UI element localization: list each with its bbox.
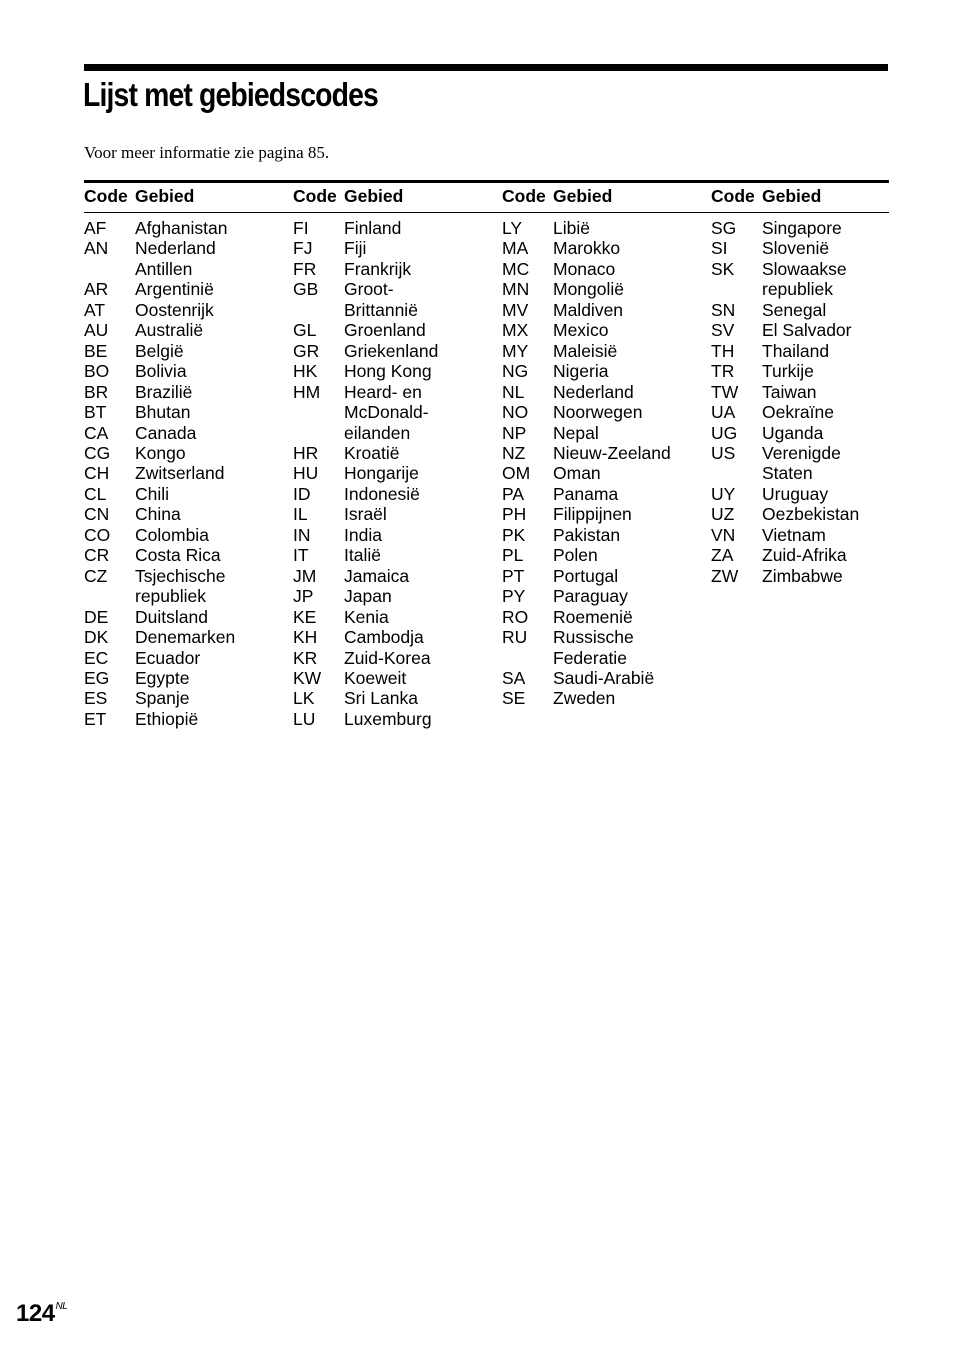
region-row: [84, 279, 284, 299]
header-region: Gebied: [553, 186, 613, 206]
region-name: Ecuador: [135, 647, 201, 668]
region-name: Kenia: [344, 606, 389, 627]
title-rule: [84, 64, 888, 71]
region-name: Denemarken: [135, 627, 236, 648]
region-row: [84, 361, 284, 381]
region-row: [293, 688, 493, 708]
region-row: [502, 361, 702, 381]
region-name: Maleisië: [553, 340, 618, 361]
region-code: CN: [84, 504, 110, 525]
region-code: EG: [84, 667, 110, 688]
region-name: Zwitserland: [135, 463, 225, 484]
region-name: Jamaica: [344, 565, 410, 586]
region-code: CG: [84, 442, 111, 463]
region-row: [84, 443, 284, 463]
column-body: [293, 218, 493, 729]
region-name: Libië: [553, 218, 590, 238]
region-row: [293, 648, 493, 668]
region-code: TW: [711, 381, 739, 402]
region-code: HR: [293, 442, 319, 463]
region-row: [711, 320, 911, 340]
region-name: Portugal: [553, 565, 619, 586]
region-code: TH: [711, 340, 735, 361]
region-row: [293, 709, 493, 729]
region-row: [84, 525, 284, 545]
region-code: FR: [293, 258, 317, 279]
region-row: [293, 382, 493, 443]
region-row: [293, 463, 493, 483]
region-code: CH: [84, 463, 110, 484]
table-top-rule: [84, 180, 889, 183]
region-name: Luxemburg: [344, 708, 432, 729]
region-name: Nederland Antillen: [135, 238, 216, 279]
region-code: ZA: [711, 545, 734, 566]
region-name: Mongolië: [553, 279, 625, 300]
region-row: [293, 320, 493, 340]
region-row: [502, 688, 702, 708]
region-row: [711, 484, 911, 504]
region-name: Polen: [553, 545, 598, 566]
region-name: Colombia: [135, 524, 209, 545]
region-name: Australië: [135, 320, 204, 341]
region-name: Israël: [344, 504, 387, 525]
region-name: Griekenland: [344, 340, 439, 361]
region-code: GL: [293, 320, 317, 341]
region-row: [293, 504, 493, 524]
region-code: JP: [293, 586, 314, 607]
region-row: [502, 504, 702, 524]
region-name: Groot- Brittannië: [344, 279, 418, 320]
region-code: HK: [293, 361, 318, 382]
region-code: CZ: [84, 565, 108, 586]
region-code: UG: [711, 422, 738, 443]
region-column-4: [711, 184, 911, 586]
header-code: Code: [293, 186, 337, 206]
region-code: US: [711, 442, 736, 463]
region-code: HU: [293, 463, 319, 484]
region-name: Thailand: [762, 340, 830, 361]
region-code: PA: [502, 483, 525, 504]
region-row: [711, 218, 911, 238]
region-row: [293, 443, 493, 463]
region-row: [711, 300, 911, 320]
region-code: NG: [502, 361, 529, 382]
region-row: [293, 545, 493, 565]
region-code: ES: [84, 688, 108, 709]
region-name: Nederland: [553, 381, 634, 402]
region-row: [711, 504, 911, 524]
region-row: [502, 341, 702, 361]
region-row: [293, 279, 493, 320]
region-row: [293, 341, 493, 361]
region-code: NO: [502, 402, 529, 423]
region-name: Marokko: [553, 238, 621, 259]
region-name: Roemenië: [553, 606, 633, 627]
column-header: [84, 184, 284, 208]
region-code: CA: [84, 422, 109, 443]
region-code: UZ: [711, 504, 735, 525]
region-code: IN: [293, 524, 311, 545]
region-row: [711, 402, 911, 422]
region-code: BO: [84, 361, 110, 382]
region-row: [502, 423, 702, 443]
region-name: Kroatië: [344, 442, 400, 463]
region-name: Italië: [344, 545, 381, 566]
region-code: DE: [84, 606, 109, 627]
region-code: FJ: [293, 238, 313, 259]
region-name: Indonesië: [344, 483, 420, 504]
region-name: Zimbabwe: [762, 565, 843, 586]
region-name: Panama: [553, 483, 619, 504]
region-name: Oezbekistan: [762, 504, 860, 525]
region-code: OM: [502, 463, 531, 484]
region-name: Japan: [344, 586, 392, 607]
region-code: AN: [84, 238, 109, 259]
region-row: [293, 484, 493, 504]
region-code: CL: [84, 483, 107, 504]
region-name: Chili: [135, 483, 170, 504]
region-row: [293, 586, 493, 606]
header-region: Gebied: [344, 186, 404, 206]
region-code: KE: [293, 606, 317, 627]
region-name: Zweden: [553, 688, 616, 709]
region-name: Turkije: [762, 361, 814, 382]
region-row: [84, 648, 284, 668]
region-name: Kongo: [135, 442, 186, 463]
region-code: GR: [293, 340, 320, 361]
region-row: [502, 402, 702, 422]
region-row: [84, 545, 284, 565]
region-code: UY: [711, 483, 736, 504]
region-name: Paraguay: [553, 586, 628, 607]
region-row: [84, 607, 284, 627]
region-row: [293, 627, 493, 647]
region-row: [84, 668, 284, 688]
region-code: LK: [293, 688, 315, 709]
region-row: [293, 566, 493, 586]
region-name: Oekraïne: [762, 402, 834, 423]
region-row: [711, 566, 911, 586]
region-row: [84, 688, 284, 708]
region-code: AU: [84, 320, 109, 341]
region-row: [711, 341, 911, 361]
region-code: TR: [711, 361, 735, 382]
region-code: PY: [502, 586, 526, 607]
region-name: Uruguay: [762, 483, 829, 504]
region-name: Singapore: [762, 218, 842, 238]
region-name: Hong Kong: [344, 361, 432, 382]
region-row: [711, 259, 911, 300]
region-code: BE: [84, 340, 108, 361]
region-name: Verenigde Staten: [762, 442, 841, 484]
region-code: CR: [84, 545, 110, 566]
region-row: [84, 504, 284, 524]
page-number: [16, 1300, 67, 1328]
region-name: Afghanistan: [135, 218, 228, 238]
region-name: Canada: [135, 422, 197, 443]
header-region: Gebied: [762, 186, 822, 206]
column-header: [293, 184, 493, 208]
region-name: China: [135, 504, 181, 525]
column-header: [502, 184, 702, 208]
region-row: [502, 238, 702, 258]
page-language: NL: [55, 1301, 68, 1312]
region-code: RU: [502, 627, 528, 648]
intro-text: Voor meer informatie zie pagina 85.: [84, 143, 330, 162]
region-code: NL: [502, 381, 525, 402]
page-title: Lijst met gebiedscodes: [83, 76, 378, 113]
region-row: [502, 320, 702, 340]
region-row: [84, 320, 284, 340]
region-code: KH: [293, 627, 318, 648]
region-name: Russische Federatie: [553, 627, 634, 668]
region-name: Heard- en McDonald- eilanden: [344, 381, 429, 443]
region-code: NZ: [502, 442, 526, 463]
column-header: [711, 184, 911, 208]
region-row: [84, 423, 284, 443]
region-code: BR: [84, 381, 109, 402]
region-code: PL: [502, 545, 524, 566]
region-code: ZW: [711, 565, 739, 586]
region-code: LU: [293, 708, 316, 729]
region-code: EC: [84, 647, 109, 668]
region-row: [293, 361, 493, 381]
region-name: Bolivia: [135, 361, 187, 382]
region-name: Zuid-Korea: [344, 647, 431, 668]
region-column-1: [84, 184, 284, 729]
region-code: VN: [711, 524, 736, 545]
region-row: [502, 259, 702, 279]
region-code: SI: [711, 238, 728, 259]
region-row: [84, 382, 284, 402]
region-name: Maldiven: [553, 299, 624, 320]
region-row: [711, 525, 911, 545]
region-row: [502, 382, 702, 402]
region-name: Mexico: [553, 320, 609, 341]
region-row: [84, 484, 284, 504]
region-code: PT: [502, 565, 525, 586]
region-row: [502, 607, 702, 627]
region-code: AR: [84, 279, 109, 300]
region-name: Sri Lanka: [344, 688, 418, 709]
region-name: Oman: [553, 463, 601, 484]
region-row: [711, 238, 911, 258]
region-name: België: [135, 340, 184, 361]
region-code: KR: [293, 647, 318, 668]
table-header-rule: [84, 212, 889, 213]
column-body: [711, 218, 911, 586]
region-row: [502, 627, 702, 668]
region-row: [293, 238, 493, 258]
region-code: KW: [293, 667, 322, 688]
region-code: IT: [293, 545, 309, 566]
region-name: El Salvador: [762, 320, 852, 341]
region-row: [293, 525, 493, 545]
region-row: [84, 238, 284, 279]
region-code: SK: [711, 258, 735, 279]
region-column-3: [502, 184, 702, 709]
region-row: [711, 545, 911, 565]
region-row: [293, 668, 493, 688]
header-code: Code: [84, 186, 128, 206]
region-name: Hongarije: [344, 463, 419, 484]
page-number-value: 124: [16, 1300, 55, 1327]
region-row: [84, 463, 284, 483]
region-name: Duitsland: [135, 606, 208, 627]
region-name: Senegal: [762, 299, 827, 320]
region-code: SA: [502, 667, 526, 688]
region-name: Groenland: [344, 320, 426, 341]
region-row: [502, 545, 702, 565]
region-name: India: [344, 524, 382, 545]
region-code: ID: [293, 483, 311, 504]
region-row: [502, 463, 702, 483]
region-row: [711, 361, 911, 381]
region-code: RO: [502, 606, 529, 627]
column-body: [502, 218, 702, 709]
region-name: Filippijnen: [553, 504, 632, 525]
region-code: SN: [711, 299, 736, 320]
region-code: PK: [502, 524, 526, 545]
region-name: Saudi-Arabië: [553, 667, 655, 688]
region-row: [502, 300, 702, 320]
region-code: GB: [293, 279, 319, 300]
region-code: PH: [502, 504, 527, 525]
region-name: Finland: [344, 218, 402, 238]
region-row: [293, 259, 493, 279]
header-code: Code: [711, 186, 755, 206]
region-code: HM: [293, 381, 321, 402]
region-name: Nepal: [553, 422, 599, 443]
region-name: Fiji: [344, 238, 367, 259]
region-row: [502, 218, 702, 238]
region-name: Taiwan: [762, 381, 817, 402]
region-row: [293, 218, 493, 238]
region-code: JM: [293, 565, 317, 586]
region-name: Uganda: [762, 422, 824, 443]
region-column-2: [293, 184, 493, 729]
region-code: MV: [502, 299, 529, 320]
region-row: [502, 525, 702, 545]
region-code: DK: [84, 627, 109, 648]
region-name: Zuid-Afrika: [762, 545, 847, 566]
region-name: Monaco: [553, 258, 616, 279]
region-name: Brazilië: [135, 381, 193, 402]
region-row: [711, 423, 911, 443]
region-code: MX: [502, 320, 529, 341]
region-row: [84, 566, 284, 607]
region-name: Nigeria: [553, 361, 609, 382]
region-row: [711, 443, 911, 484]
region-name: Nieuw-Zeeland: [553, 442, 671, 463]
region-code: MA: [502, 238, 529, 259]
region-code: MY: [502, 340, 529, 361]
region-code: CO: [84, 524, 111, 545]
region-row: [502, 668, 702, 688]
region-code: LY: [502, 218, 523, 238]
region-code: MN: [502, 279, 530, 300]
region-row: [84, 627, 284, 647]
region-name: Slovenië: [762, 238, 830, 259]
region-code: SV: [711, 320, 735, 341]
region-name: Slowaakse republiek: [762, 258, 847, 300]
region-name: Frankrijk: [344, 258, 412, 279]
region-row: [502, 586, 702, 606]
region-row: [84, 300, 284, 320]
region-name: Spanje: [135, 688, 190, 709]
region-row: [293, 607, 493, 627]
region-name: Cambodja: [344, 627, 424, 648]
region-code: IL: [293, 504, 308, 525]
region-code: BT: [84, 402, 107, 423]
region-row: [502, 443, 702, 463]
region-name: Pakistan: [553, 524, 621, 545]
region-name: Noorwegen: [553, 402, 643, 423]
region-code: SG: [711, 218, 737, 238]
region-row: [502, 279, 702, 299]
region-name: Tsjechische republiek: [135, 565, 226, 607]
region-name: Costa Rica: [135, 545, 221, 566]
region-row: [84, 341, 284, 361]
header-region: Gebied: [135, 186, 195, 206]
region-name: Oostenrijk: [135, 299, 214, 320]
region-code: UA: [711, 402, 736, 423]
region-name: Bhutan: [135, 402, 191, 423]
region-name: Egypte: [135, 667, 190, 688]
region-row: [502, 566, 702, 586]
region-code: FI: [293, 218, 309, 238]
region-name: Koeweit: [344, 667, 407, 688]
region-code: SE: [502, 688, 526, 709]
header-code: Code: [502, 186, 546, 206]
region-code: AT: [84, 299, 106, 320]
region-code: ET: [84, 708, 107, 729]
region-row: [84, 218, 284, 238]
region-row: [84, 402, 284, 422]
region-code: NP: [502, 422, 527, 443]
region-row: [711, 382, 911, 402]
region-name: Vietnam: [762, 524, 826, 545]
region-code: MC: [502, 258, 530, 279]
region-name: Ethiopië: [135, 708, 199, 729]
region-name: Argentinië: [135, 279, 214, 300]
region-row: [502, 484, 702, 504]
region-row: [84, 709, 284, 729]
region-code: AF: [84, 218, 107, 238]
column-body: [84, 218, 284, 729]
